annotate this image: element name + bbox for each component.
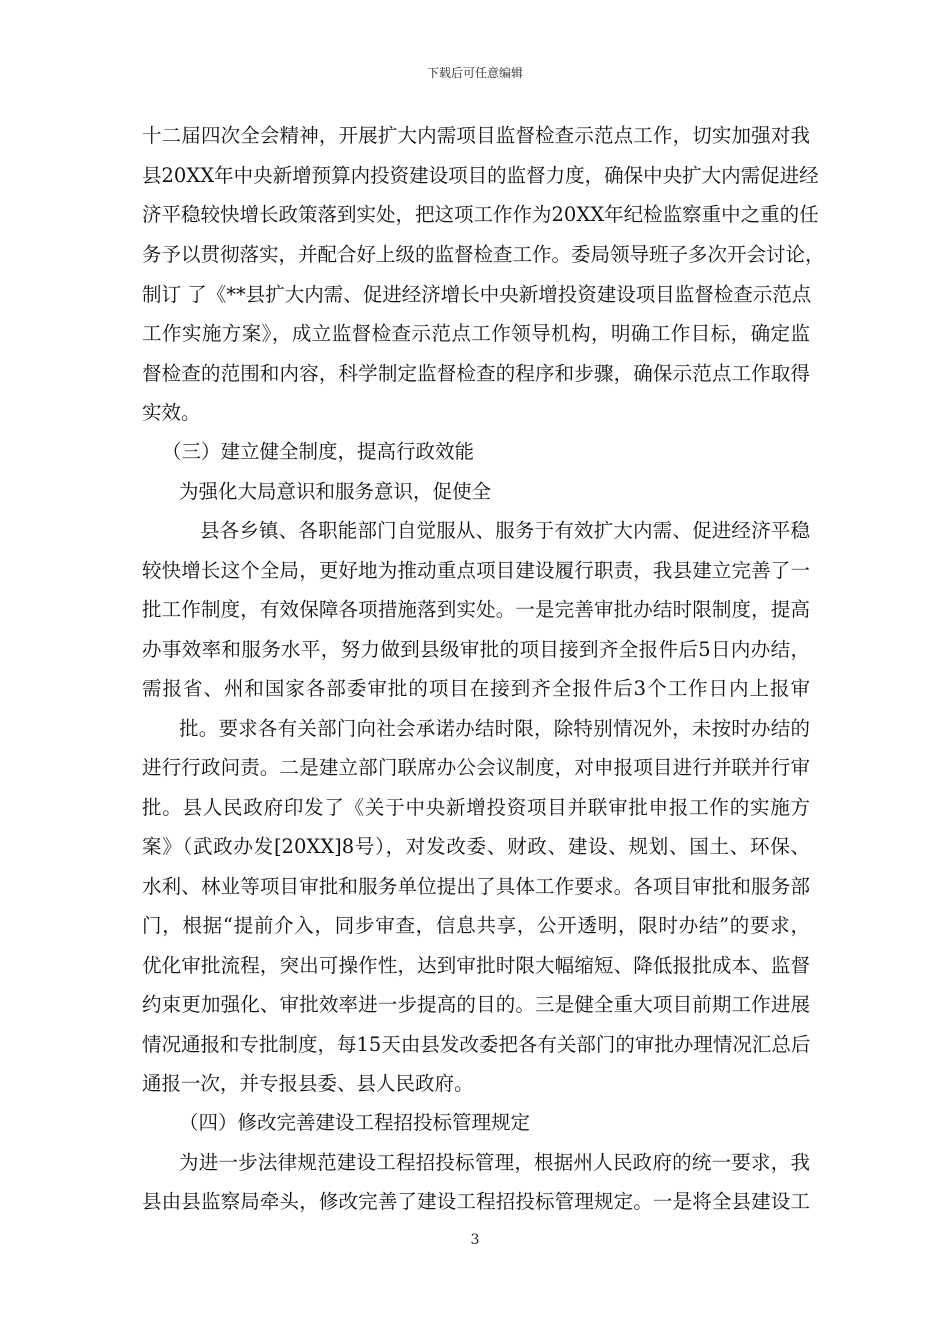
body-line: 实效。 [142,401,201,424]
body-line: 门，根据“提前介入，同步审查，信息共享，公开透明，限时办结”的要求， [142,914,810,937]
body-line: 县各乡镇、各职能部门自觉服从、服务于有效扩大内需、促进经济平稳 [200,519,810,542]
body-line: 优化审批流程，突出可操作性，达到审批时限大幅缩短、降低报批成本、监督 [142,954,810,977]
page-number: 3 [470,1232,480,1248]
body-line: 较快增长这个全局，更好地为推动重点项目建设履行职责，我县建立完善了一 [142,559,810,582]
section-heading: （三）建立健全制度，提高行政效能 [162,440,475,463]
body-line: 水利、林业等项目审批和服务单位提出了具体工作要求。各项目审批和服务部 [142,875,810,898]
body-line: 为强化大局意识和服务意识，促使全 [179,480,492,503]
body-line: 批。县人民政府印发了《关于中央新增投资项目并联审批申报工作的实施方 [142,796,810,819]
body-line: 督检查的范围和内容，科学制定监督检查的程序和步骤，确保示范点工作取得 [142,362,810,385]
body-line: 办事效率和服务水平，努力做到县级审批的项目接到齐全报件后5日内办结， [142,638,810,661]
body-line: 批。要求各有关部门向社会承诺办结时限，除特别情况外，未按时办结的 [179,717,810,740]
body-line: 约束更加强化、审批效率进一步提高的目的。三是健全重大项目前期工作进展 [142,993,810,1016]
body-line: 需报省、州和国家各部委审批的项目在接到齐全报件后3个工作日内上报审 [142,677,810,700]
body-line: 县20XX年中央新增预算内投资建设项目的监督力度，确保中央扩大内需促进经 [142,164,819,187]
body-line: 进行行政问责。二是建立部门联席办公会议制度，对申报项目进行并联并行审 [142,756,810,779]
body-line: 十二届四次全会精神，开展扩大内需项目监督检查示范点工作，切实加强对我 [142,124,810,147]
body-line: 务予以贯彻落实，并配合好上级的监督检查工作。委局领导班子多次开会讨论， [142,243,825,266]
body-line: 县由县监察局牵头，修改完善了建设工程招投标管理规定。一是将全县建设工 [142,1190,810,1213]
body-line: 案》（武政办发[20XX]8号），对发改委、财政、建设、规划、国土、环保、 [142,835,810,858]
body-line: 制订 了《**县扩大内需、促进经济增长中央新增投资建设项目监督检查示范点 [142,283,812,306]
body-line: 工作实施方案》，成立监督检查示范点工作领导机构，明确工作目标，确定监 [142,322,810,345]
section-heading: （四）修改完善建设工程招投标管理规定 [179,1111,531,1134]
body-line: 济平稳较快增长政策落到实处，把这项工作作为20XX年纪检监察重中之重的任 [142,203,819,226]
body-line: 情况通报和专批制度，每15天由县发改委把各有关部门的审批办理情况汇总后 [142,1033,811,1056]
body-line: 为进一步法律规范建设工程招投标管理，根据州人民政府的统一要求，我 [179,1151,810,1174]
body-line: 通报一次，并专报县委、县人民政府。 [142,1072,474,1095]
body-line: 批工作制度，有效保障各项措施落到实处。一是完善审批办结时限制度，提高 [142,598,810,621]
page-header: 下载后可任意编辑 [426,66,523,80]
